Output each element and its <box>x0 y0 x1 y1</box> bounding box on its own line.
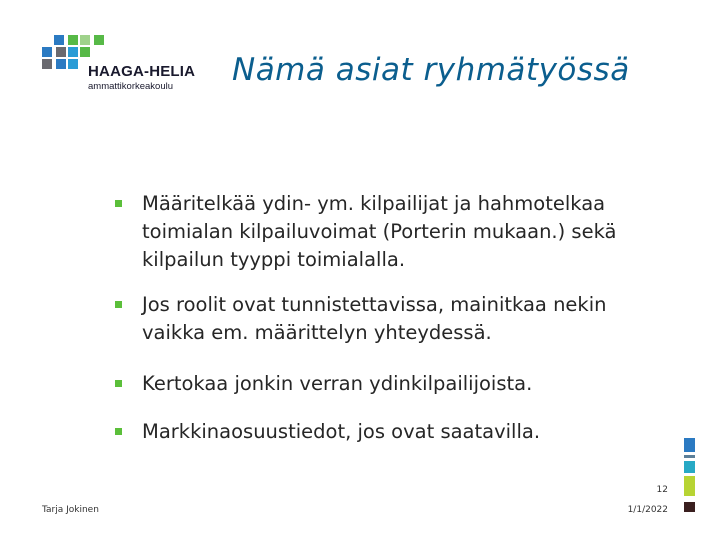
footer-date: 1/1/2022 <box>627 505 668 515</box>
slide-title: Nämä asiat ryhmätyössä <box>232 52 630 88</box>
haaga-helia-logo <box>40 33 210 103</box>
bullet-item-competitors: Määritelkää ydin- ym. kilpailijat ja hahmotelkaa toimialan kilpailuvoimat (Porterin mukaan.) sekä kilpailun tyyppi toimialalla. <box>114 190 674 274</box>
side-strip-slate <box>684 455 695 458</box>
logo-subtitle: ammattikorkeakoulu <box>88 81 174 92</box>
side-strip-dark <box>684 502 695 512</box>
bullet-item-market-share: Markkinaosuustiedot, jos ovat saatavilla. <box>114 418 674 446</box>
side-strip-blue <box>684 438 695 452</box>
side-strip-teal <box>684 461 695 473</box>
page-number: 12 <box>656 485 668 495</box>
footer-author: Tarja Jokinen <box>42 505 99 515</box>
bullet-item-core-competitors: Kertokaa jonkin verran ydinkilpailijoista. <box>114 370 674 398</box>
bullet-list <box>114 190 674 446</box>
side-strip-lime <box>684 476 695 496</box>
logo-name: HAAGA-HELIA <box>88 63 196 80</box>
bullet-item-roles: Jos roolit ovat tunnistettavissa, mainitkaa nekin vaikka em. määrittelyn yhteydessä. <box>114 291 674 347</box>
